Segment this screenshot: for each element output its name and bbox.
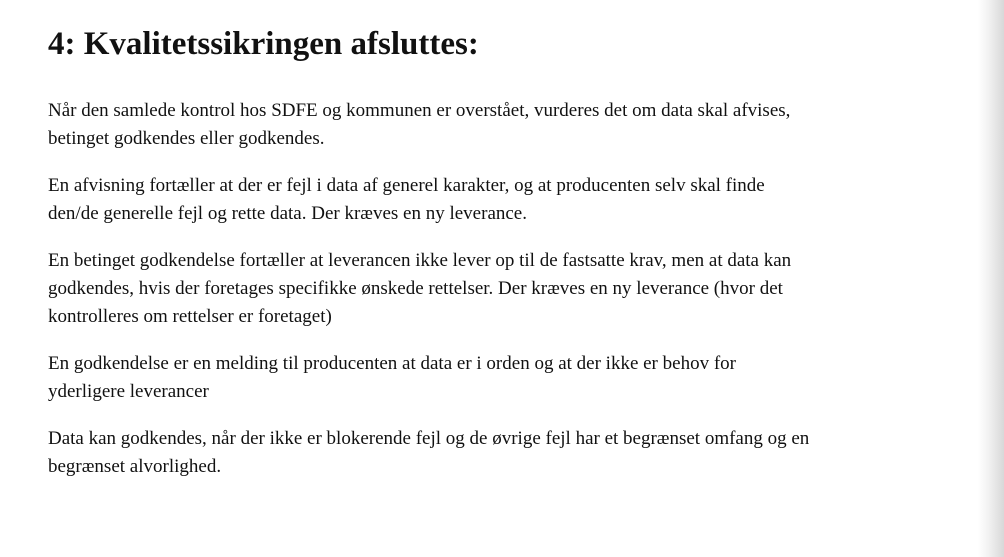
- paragraph-line: begrænset alvorlighed.: [48, 456, 222, 477]
- paragraph-line: godkendes, hvis der foretages specifikke ønskede rettelser. Der kræves en ny leverance (hvor det: [48, 278, 783, 299]
- paragraph-line: Data kan godkendes, når der ikke er blokerende fejl og de øvrige fejl har et begrænset omfang og en: [48, 428, 810, 449]
- paragraph-line: betinget godkendes eller godkendes.: [48, 128, 325, 149]
- page-edge-shadow: [978, 0, 1004, 557]
- paragraph-line: den/de generelle fejl og rette data. Der kræves en ny leverance.: [48, 203, 527, 224]
- document-content: [48, 22, 948, 500]
- paragraph-approval-criteria: [48, 425, 948, 481]
- paragraph-line: En godkendelse er en melding til producenten at data er i orden og at der ikke er behov for: [48, 353, 736, 374]
- paragraph-list: [48, 97, 948, 481]
- paragraph-approval: [48, 350, 948, 406]
- paragraph-line: En afvisning fortæller at der er fejl i data af generel karakter, og at producenten selv skal finde: [48, 175, 765, 196]
- paragraph-line: En betinget godkendelse fortæller at leverancen ikke lever op til de fastsatte krav, men at data kan: [48, 250, 792, 271]
- paragraph-line: Når den samlede kontrol hos SDFE og kommunen er overstået, vurderes det om data skal afvises,: [48, 100, 791, 121]
- paragraph-conditional-approval: [48, 247, 948, 331]
- paragraph-line: kontrolleres om rettelser er foretaget): [48, 306, 332, 327]
- paragraph-line: yderligere leverancer: [48, 381, 209, 402]
- section-heading: 4: Kvalitetssikringen afsluttes:: [48, 26, 479, 62]
- paragraph-rejection-overview: [48, 97, 948, 153]
- paragraph-rejection: [48, 172, 948, 228]
